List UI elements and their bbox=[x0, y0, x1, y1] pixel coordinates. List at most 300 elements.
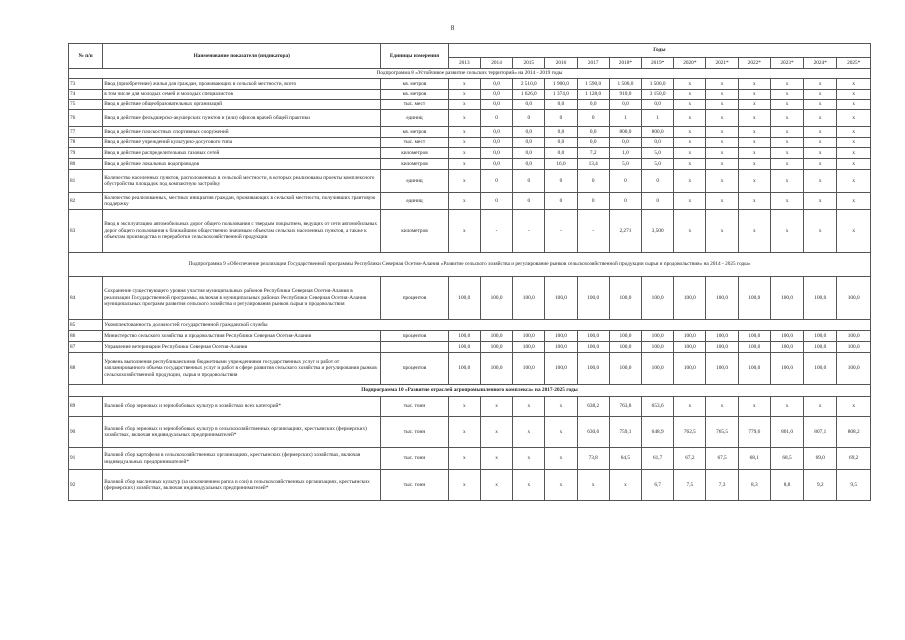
value-cell: 100,0 bbox=[448, 342, 480, 353]
value-cell: 7,3 bbox=[706, 470, 738, 501]
value-cell: х bbox=[448, 470, 480, 501]
value-cell: 100,0 bbox=[577, 331, 609, 342]
value-cell: 8,3 bbox=[738, 470, 770, 501]
value-cell: 910,0 bbox=[609, 90, 641, 100]
value-cell: 648,9 bbox=[642, 417, 674, 448]
value-cell: 0 bbox=[545, 110, 577, 127]
indicator-name: Количество реализованных, местных инициатив граждан, проживающих в сельской местности, получивших грантовую поддержку bbox=[103, 193, 381, 210]
value-cell: 807,1 bbox=[804, 417, 837, 448]
unit-cell bbox=[381, 342, 448, 353]
value-cell: 16,0 bbox=[545, 159, 577, 170]
table-row bbox=[69, 342, 871, 353]
row-number: 86 bbox=[69, 331, 103, 342]
value-cell: 100,0 bbox=[837, 342, 871, 353]
value-cell: 100,0 bbox=[837, 331, 871, 342]
value-cell: х bbox=[804, 193, 837, 210]
value-cell: х bbox=[770, 138, 803, 148]
value-cell: 100,0 bbox=[448, 353, 480, 385]
value-cell: х bbox=[609, 470, 641, 501]
value-cell: - bbox=[480, 210, 512, 253]
value-cell: х bbox=[770, 210, 803, 253]
value-cell: х bbox=[674, 127, 706, 138]
year-header-2014: 2014 bbox=[480, 58, 512, 69]
value-cell: х bbox=[448, 100, 480, 110]
value-cell: х bbox=[706, 170, 738, 193]
value-cell: 0,0 bbox=[609, 138, 641, 148]
value-cell: 100,0 bbox=[706, 342, 738, 353]
value-cell: х bbox=[804, 100, 837, 110]
row-number: 75 bbox=[69, 100, 103, 110]
value-cell: 100,0 bbox=[545, 331, 577, 342]
value-cell: 100,0 bbox=[513, 353, 545, 385]
value-cell: 5,0 bbox=[609, 159, 641, 170]
indicator-name: Ввод в действие учреждений культурно-досугового типа bbox=[103, 138, 381, 148]
value-cell: 6,7 bbox=[642, 470, 674, 501]
value-cell: 9,2 bbox=[804, 470, 837, 501]
value-cell: 800,0 bbox=[642, 127, 674, 138]
value-cell: 0,0 bbox=[480, 159, 512, 170]
table-row bbox=[69, 331, 871, 342]
indicator-name: Ввод в действие плоскостных спортивных сооружений bbox=[103, 127, 381, 138]
value-cell: 0,0 bbox=[577, 127, 609, 138]
year-header-2015: 2015 bbox=[513, 58, 545, 69]
value-cell: 64,5 bbox=[609, 448, 641, 470]
value-cell: 68,5 bbox=[770, 448, 803, 470]
value-cell: х bbox=[706, 127, 738, 138]
value-cell: 1 900,0 bbox=[545, 79, 577, 90]
value-cell: 100,0 bbox=[513, 342, 545, 353]
indicators-table bbox=[68, 43, 871, 501]
year-header-2025: 2025* bbox=[837, 58, 871, 69]
value-cell: 100,0 bbox=[609, 353, 641, 385]
value-cell: х bbox=[545, 397, 577, 417]
value-cell: х bbox=[738, 148, 770, 159]
row-number: 87 bbox=[69, 342, 103, 353]
unit-cell: тыс. мест bbox=[381, 100, 448, 110]
value-cell: 100,0 bbox=[642, 331, 674, 342]
value-cell: 1 626,0 bbox=[513, 90, 545, 100]
value-cell: 0,0 bbox=[545, 148, 577, 159]
value-cell: 100,0 bbox=[804, 342, 837, 353]
value-cell: 1 374,0 bbox=[545, 90, 577, 100]
value-cell: х bbox=[837, 138, 871, 148]
value-cell: 100,0 bbox=[513, 331, 545, 342]
value-cell: х bbox=[804, 159, 837, 170]
value-cell: 0,0 bbox=[545, 100, 577, 110]
indicator-name: Ввод в действие общеобразовательных организаций bbox=[103, 100, 381, 110]
indicator-name: Ввод в действие фельдшерско-акушерских пунктов и (или) офисов врачей общей практики bbox=[103, 110, 381, 127]
indicator-name: Валовой сбор картофеля в сельскохозяйственных организациях, крестьянских (фермерских) хозяйствах, включая индивидуальных предпринимателей* bbox=[103, 448, 381, 470]
value-cell: 0,0 bbox=[545, 138, 577, 148]
value-cell: 100,0 bbox=[837, 277, 871, 320]
indicator-name: Валовой сбор зерновых и зернобобовых культур в сельскохозяйственных организациях, крестьянских (фермерских) хозяйствах, включая индивидуальных предпринимателей* bbox=[103, 417, 381, 448]
value-cell: х bbox=[770, 110, 803, 127]
year-header-2016: 2016 bbox=[545, 58, 577, 69]
value-cell: 8,8 bbox=[770, 470, 803, 501]
row-number: 85 bbox=[69, 320, 103, 331]
value-cell: х bbox=[480, 417, 512, 448]
value-cell: 100,0 bbox=[642, 353, 674, 385]
value-cell: 801,0 bbox=[770, 417, 803, 448]
value-cell: 1 128,0 bbox=[577, 90, 609, 100]
value-cell: х bbox=[770, 79, 803, 90]
value-cell: 0,0 bbox=[642, 138, 674, 148]
value-cell: 0,0 bbox=[480, 90, 512, 100]
value-cell: 68,1 bbox=[738, 448, 770, 470]
value-cell: 0 bbox=[577, 110, 609, 127]
unit-cell: единиц bbox=[381, 170, 448, 193]
value-cell: 0,0 bbox=[480, 138, 512, 148]
value-cell: х bbox=[804, 90, 837, 100]
value-cell: х bbox=[513, 417, 545, 448]
value-cell: - bbox=[545, 210, 577, 253]
col-header-indicator: Наименование показателя (индикатора) bbox=[103, 44, 381, 69]
value-cell: х bbox=[480, 470, 512, 501]
value-cell: 0 bbox=[577, 170, 609, 193]
value-cell: 1 500,0 bbox=[609, 79, 641, 90]
value-cell: 100,0 bbox=[738, 342, 770, 353]
value-cell: х bbox=[770, 193, 803, 210]
value-cell: 100,0 bbox=[738, 277, 770, 320]
unit-cell: кв. метров bbox=[381, 127, 448, 138]
value-cell: 100,0 bbox=[577, 342, 609, 353]
value-cell: х bbox=[738, 170, 770, 193]
value-cell: 0,0 bbox=[480, 127, 512, 138]
value-cell: 0 bbox=[642, 170, 674, 193]
year-header-2022: 2022* bbox=[738, 58, 770, 69]
value-cell: 100,0 bbox=[609, 277, 641, 320]
table-row bbox=[69, 79, 871, 90]
value-cell: х bbox=[674, 210, 706, 253]
value-cell: х bbox=[706, 100, 738, 110]
section-header-row bbox=[69, 253, 871, 277]
year-header-2024: 2024* bbox=[804, 58, 837, 69]
value-cell: 630,6 bbox=[577, 417, 609, 448]
table-row bbox=[69, 417, 871, 448]
indicator-name: Сохранение существующего уровня участия муниципальных районов Республики Северная Осетия-Алания в реализации Государственной программы, включая в муниципальных районах Республики Северная Осетия-Алания муниципальных программ развития сельского хозяйства и регулирования рынков сырья и продовольствия bbox=[103, 277, 381, 320]
value-cell: 100,0 bbox=[513, 277, 545, 320]
value-cell: 3,500 bbox=[642, 210, 674, 253]
row-number: 90 bbox=[69, 417, 103, 448]
value-cell: х bbox=[674, 79, 706, 90]
value-cell: х bbox=[448, 448, 480, 470]
indicator-name: Укомплектованность должностей государственной гражданской службы bbox=[103, 320, 871, 331]
value-cell: х bbox=[448, 159, 480, 170]
table-row bbox=[69, 193, 871, 210]
value-cell: х bbox=[706, 79, 738, 90]
value-cell: 2 510,0 bbox=[513, 79, 545, 90]
value-cell: 100,0 bbox=[448, 331, 480, 342]
value-cell: 100,0 bbox=[480, 277, 512, 320]
value-cell: х bbox=[674, 159, 706, 170]
value-cell: 1,0 bbox=[609, 148, 641, 159]
value-cell: х bbox=[706, 110, 738, 127]
value-cell: 0,0 bbox=[513, 159, 545, 170]
unit-cell: единиц bbox=[381, 193, 448, 210]
indicator-name: Валовой сбор масличных культур (за исключением рапса и сои) в сельскохозяйственных организациях, крестьянских (фермерских) хозяйствах, включая индивидуальных предпринимателей* bbox=[103, 470, 381, 501]
value-cell: 69,0 bbox=[804, 448, 837, 470]
row-number: 77 bbox=[69, 127, 103, 138]
value-cell: 0 bbox=[609, 193, 641, 210]
value-cell: х bbox=[674, 100, 706, 110]
value-cell: 100,0 bbox=[448, 277, 480, 320]
table-row bbox=[69, 148, 871, 159]
unit-cell: тыс. тонн bbox=[381, 470, 448, 501]
page-number: 8 bbox=[450, 24, 455, 32]
value-cell: х bbox=[738, 193, 770, 210]
value-cell: 1 bbox=[609, 110, 641, 127]
value-cell: 100,0 bbox=[770, 353, 803, 385]
value-cell: 100,0 bbox=[770, 342, 803, 353]
table-row bbox=[69, 397, 871, 417]
row-number: 81 bbox=[69, 170, 103, 193]
value-cell: 100,0 bbox=[706, 277, 738, 320]
unit-cell: километров bbox=[381, 148, 448, 159]
table-row bbox=[69, 353, 871, 385]
value-cell: 100,0 bbox=[545, 277, 577, 320]
indicator-name: Ввод в действие локальных водопроводов bbox=[103, 159, 381, 170]
value-cell: 0 bbox=[642, 193, 674, 210]
value-cell: х bbox=[448, 79, 480, 90]
value-cell: 5,0 bbox=[642, 159, 674, 170]
table-row bbox=[69, 210, 871, 253]
value-cell: х bbox=[706, 210, 738, 253]
value-cell: х bbox=[706, 159, 738, 170]
value-cell: 100,0 bbox=[804, 331, 837, 342]
value-cell: 100,0 bbox=[545, 353, 577, 385]
value-cell: х bbox=[448, 110, 480, 127]
row-number: 79 bbox=[69, 148, 103, 159]
table-row bbox=[69, 127, 871, 138]
value-cell: 779,6 bbox=[738, 417, 770, 448]
unit-cell: тыс. тонн bbox=[381, 397, 448, 417]
value-cell: 100,0 bbox=[837, 353, 871, 385]
value-cell: х bbox=[738, 100, 770, 110]
value-cell: 61,7 bbox=[642, 448, 674, 470]
value-cell: 100,0 bbox=[577, 277, 609, 320]
value-cell: х bbox=[770, 170, 803, 193]
value-cell: х bbox=[804, 79, 837, 90]
unit-cell: тыс. тонн bbox=[381, 417, 448, 448]
value-cell: 763,8 bbox=[609, 397, 641, 417]
value-cell: 9,5 bbox=[837, 470, 871, 501]
row-number: 82 bbox=[69, 193, 103, 210]
value-cell: 100,0 bbox=[770, 331, 803, 342]
value-cell: х bbox=[480, 397, 512, 417]
value-cell: 69,2 bbox=[837, 448, 871, 470]
value-cell: х bbox=[804, 210, 837, 253]
value-cell: х bbox=[837, 148, 871, 159]
value-cell: 100,0 bbox=[804, 277, 837, 320]
value-cell: х bbox=[837, 170, 871, 193]
value-cell: х bbox=[545, 417, 577, 448]
value-cell: х bbox=[738, 110, 770, 127]
value-cell: х bbox=[674, 90, 706, 100]
value-cell: 100,0 bbox=[674, 353, 706, 385]
value-cell: х bbox=[674, 193, 706, 210]
value-cell: х bbox=[448, 138, 480, 148]
value-cell: х bbox=[770, 90, 803, 100]
value-cell: 100,0 bbox=[674, 277, 706, 320]
value-cell: х bbox=[738, 127, 770, 138]
value-cell: х bbox=[837, 110, 871, 127]
value-cell: 100,0 bbox=[674, 342, 706, 353]
year-header-2021: 2021* bbox=[706, 58, 738, 69]
value-cell: х bbox=[674, 170, 706, 193]
row-number: 76 bbox=[69, 110, 103, 127]
table-row bbox=[69, 470, 871, 501]
value-cell: х bbox=[837, 90, 871, 100]
table-row bbox=[69, 138, 871, 148]
value-cell: 0 bbox=[513, 110, 545, 127]
value-cell: 0 bbox=[480, 193, 512, 210]
row-number: 73 bbox=[69, 79, 103, 90]
value-cell: 100,0 bbox=[706, 353, 738, 385]
value-cell: 100,0 bbox=[545, 342, 577, 353]
value-cell: 100,0 bbox=[480, 331, 512, 342]
value-cell: 1 500,0 bbox=[642, 79, 674, 90]
value-cell: х bbox=[837, 397, 871, 417]
row-number: 89 bbox=[69, 397, 103, 417]
row-number: 84 bbox=[69, 277, 103, 320]
value-cell: х bbox=[706, 397, 738, 417]
value-cell: х bbox=[804, 110, 837, 127]
table-row bbox=[69, 320, 871, 331]
year-header-2013: 2013 bbox=[448, 58, 480, 69]
value-cell: 0,0 bbox=[480, 100, 512, 110]
value-cell: х bbox=[738, 159, 770, 170]
value-cell: х bbox=[738, 90, 770, 100]
value-cell: 100,0 bbox=[609, 331, 641, 342]
value-cell: 7,5 bbox=[674, 470, 706, 501]
indicator-name: Министерство сельского хозяйства и продовольствия Республики Северная Осетия-Алания bbox=[103, 331, 381, 342]
unit-cell: километров bbox=[381, 159, 448, 170]
col-header-years: Годы bbox=[448, 44, 870, 58]
row-number: 88 bbox=[69, 353, 103, 385]
value-cell: х bbox=[706, 90, 738, 100]
value-cell: х bbox=[448, 193, 480, 210]
value-cell: х bbox=[545, 470, 577, 501]
table-row bbox=[69, 90, 871, 100]
value-cell: х bbox=[706, 148, 738, 159]
value-cell: х bbox=[804, 397, 837, 417]
unit-cell: тыс. тонн bbox=[381, 448, 448, 470]
value-cell: х bbox=[448, 148, 480, 159]
value-cell: х bbox=[545, 448, 577, 470]
value-cell: 100,0 bbox=[642, 342, 674, 353]
value-cell: х bbox=[770, 148, 803, 159]
value-cell: х bbox=[804, 170, 837, 193]
value-cell: 759,1 bbox=[609, 417, 641, 448]
indicator-name: Управление ветеринарии Республики Северная Осетия-Алания bbox=[103, 342, 381, 353]
value-cell: 67,5 bbox=[706, 448, 738, 470]
value-cell: 653,6 bbox=[642, 397, 674, 417]
row-number: 78 bbox=[69, 138, 103, 148]
value-cell: х bbox=[513, 448, 545, 470]
value-cell: 0 bbox=[545, 170, 577, 193]
value-cell: х bbox=[837, 193, 871, 210]
value-cell: х bbox=[837, 100, 871, 110]
value-cell: х bbox=[837, 127, 871, 138]
value-cell: х bbox=[770, 397, 803, 417]
value-cell: 0,0 bbox=[642, 100, 674, 110]
value-cell: х bbox=[513, 470, 545, 501]
value-cell: х bbox=[804, 127, 837, 138]
value-cell: х bbox=[674, 397, 706, 417]
value-cell: х bbox=[804, 148, 837, 159]
value-cell: х bbox=[448, 397, 480, 417]
value-cell: 100,0 bbox=[674, 331, 706, 342]
value-cell: х bbox=[674, 110, 706, 127]
value-cell: 765,5 bbox=[706, 417, 738, 448]
value-cell: х bbox=[706, 193, 738, 210]
value-cell: 0,0 bbox=[609, 100, 641, 110]
value-cell: 100,0 bbox=[738, 353, 770, 385]
value-cell: х bbox=[770, 100, 803, 110]
value-cell: х bbox=[837, 210, 871, 253]
value-cell: х bbox=[448, 170, 480, 193]
value-cell: 800,0 bbox=[609, 127, 641, 138]
table-row bbox=[69, 170, 871, 193]
value-cell: 7,2 bbox=[577, 148, 609, 159]
value-cell: 2,271 bbox=[609, 210, 641, 253]
year-header-2020: 2020* bbox=[674, 58, 706, 69]
value-cell: х bbox=[448, 210, 480, 253]
value-cell: - bbox=[577, 210, 609, 253]
section-header-row bbox=[69, 385, 871, 397]
unit-cell: единиц bbox=[381, 110, 448, 127]
value-cell: 0 bbox=[513, 193, 545, 210]
row-number: 80 bbox=[69, 159, 103, 170]
value-cell: 0 bbox=[513, 170, 545, 193]
value-cell: 100,0 bbox=[609, 342, 641, 353]
value-cell: х bbox=[738, 397, 770, 417]
unit-cell: километров bbox=[381, 210, 448, 253]
value-cell: х bbox=[770, 127, 803, 138]
unit-cell: процентов bbox=[381, 331, 448, 342]
indicator-name: Валовой сбор зерновых и зернобобовых культур в хозяйствах всех категорий* bbox=[103, 397, 381, 417]
table-row bbox=[69, 159, 871, 170]
value-cell: 67,2 bbox=[674, 448, 706, 470]
value-cell: 0,0 bbox=[545, 127, 577, 138]
value-cell: 0 bbox=[577, 193, 609, 210]
table-row bbox=[69, 110, 871, 127]
value-cell: 0,0 bbox=[480, 148, 512, 159]
indicator-name: Ввод (приобретение) жилья для граждан, проживающих в сельской местности, всего bbox=[103, 79, 381, 90]
value-cell: х bbox=[770, 159, 803, 170]
value-cell: х bbox=[837, 159, 871, 170]
unit-cell: тыс. мест bbox=[381, 138, 448, 148]
value-cell: 100,0 bbox=[770, 277, 803, 320]
col-header-number: № п/п bbox=[69, 44, 103, 69]
value-cell: 808,2 bbox=[837, 417, 871, 448]
value-cell: 0,0 bbox=[513, 127, 545, 138]
table-row bbox=[69, 277, 871, 320]
value-cell: 100,0 bbox=[642, 277, 674, 320]
unit-cell: кв. метров bbox=[381, 90, 448, 100]
indicator-name: Ввод в эксплуатацию автомобильных дорог общего пользования с твердым покрытием, ведущих от сети автомобильных дорог общего пользования к ближайшим общественно значимым объектам сельских населенных пунктов, а также к объектам производства и переработки сельскохозяйственной продукции bbox=[103, 210, 381, 253]
value-cell: 3 150,0 bbox=[642, 90, 674, 100]
value-cell: 73,8 bbox=[577, 448, 609, 470]
value-cell: 0 bbox=[545, 193, 577, 210]
value-cell: 0,0 bbox=[577, 138, 609, 148]
year-header-2018: 2018* bbox=[609, 58, 641, 69]
value-cell: 1 590,0 bbox=[577, 79, 609, 90]
value-cell: 0,0 bbox=[513, 148, 545, 159]
value-cell: х bbox=[837, 79, 871, 90]
indicator-name: Ввод в действие распределительных газовых сетей bbox=[103, 148, 381, 159]
unit-cell: процентов bbox=[381, 277, 448, 320]
